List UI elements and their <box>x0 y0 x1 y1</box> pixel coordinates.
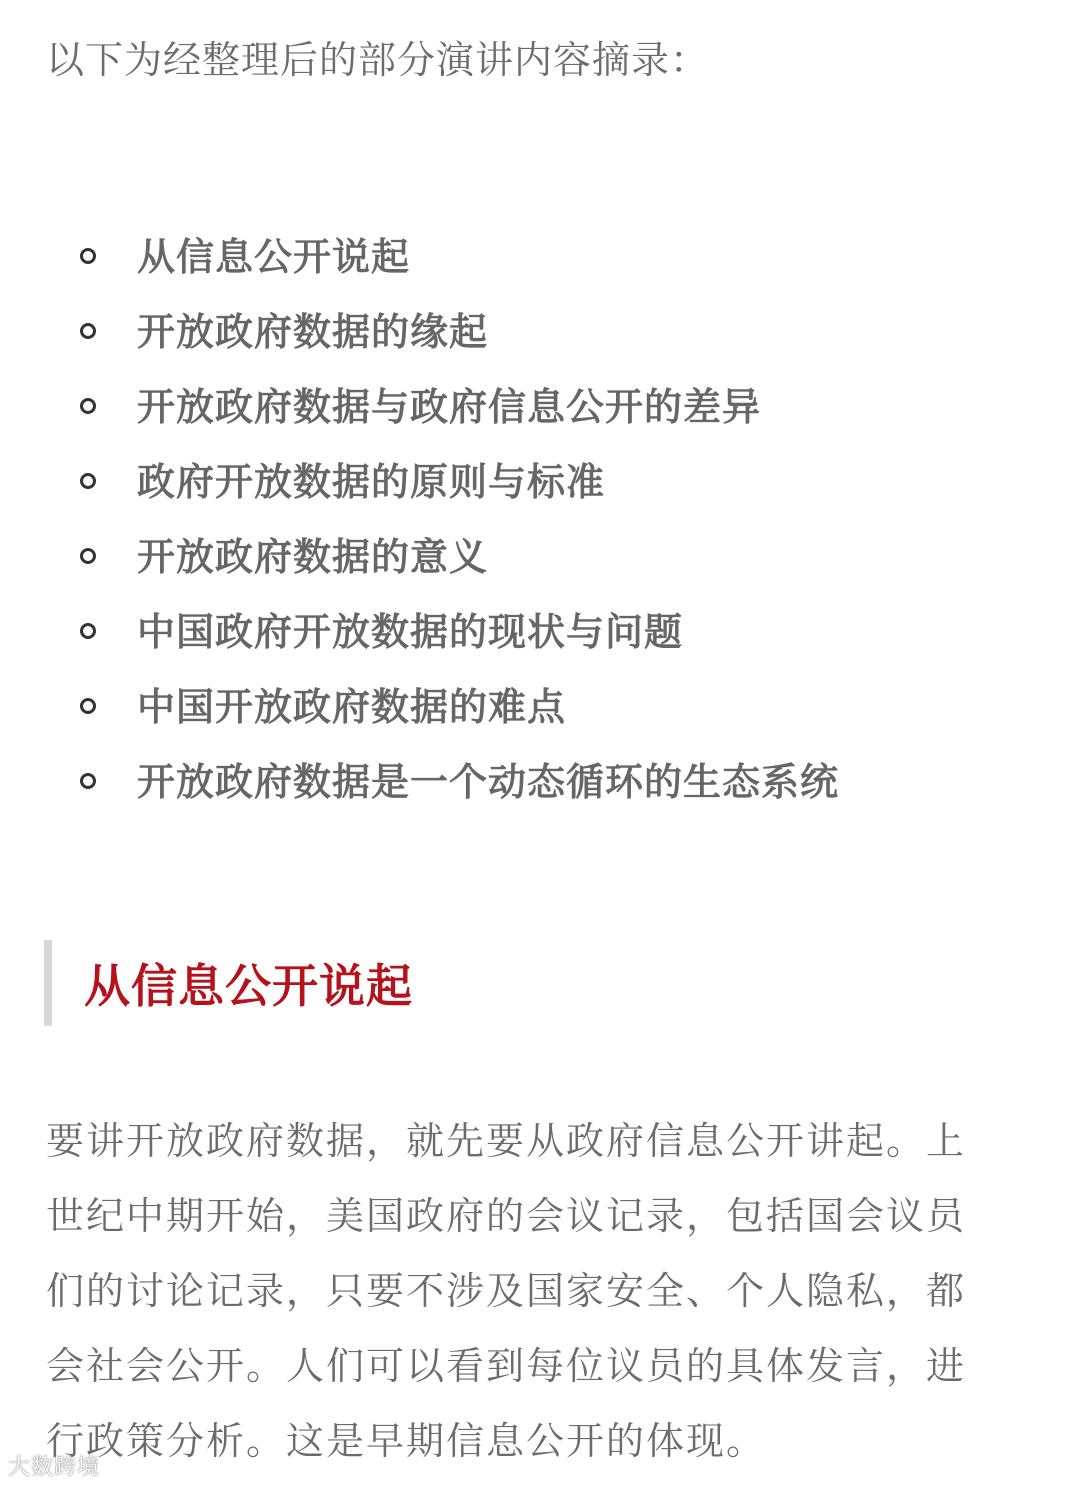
toc-item-label: 中国政府开放数据的现状与问题 <box>137 610 684 654</box>
paragraph-line: 要讲开放政府数据，就先要从政府信息公开讲起。上 <box>46 1119 967 1163</box>
paragraph-line: 世纪中期开始，美国政府的会议记录，包括国会议员 <box>46 1194 967 1238</box>
section-heading-text: 从信息公开说起 <box>84 959 413 1013</box>
hollow-circle-bullet-icon <box>80 773 96 789</box>
hollow-circle-bullet-icon <box>80 398 96 414</box>
watermark-text: 大数跨境 <box>8 1455 101 1480</box>
toc-item-label: 从信息公开说起 <box>137 235 411 279</box>
hollow-circle-bullet-icon <box>80 323 96 339</box>
hollow-circle-bullet-icon <box>80 623 96 639</box>
watermark <box>8 1454 100 1482</box>
paragraph-line: 们的讨论记录，只要不涉及国家安全、个人隐私，都 <box>46 1269 967 1313</box>
paragraph-line: 会社会公开。人们可以看到每位议员的具体发言，进 <box>46 1344 967 1388</box>
intro-text: 以下为经整理后的部分演讲内容摘录： <box>46 38 710 82</box>
hollow-circle-bullet-icon <box>80 473 96 489</box>
toc-item-label: 中国开放政府数据的难点 <box>137 685 567 729</box>
section-heading <box>44 940 413 1026</box>
hollow-circle-bullet-icon <box>80 248 96 264</box>
toc-item-label: 开放政府数据与政府信息公开的差异 <box>137 385 762 429</box>
paragraph-line: 行政策分析。这是早期信息公开的体现。 <box>46 1419 767 1463</box>
toc-item-label: 开放政府数据是一个动态循环的生态系统 <box>137 760 840 804</box>
body-paragraph <box>46 1104 1026 1479</box>
toc-item-label: 政府开放数据的原则与标准 <box>137 460 606 504</box>
toc-item-label: 开放政府数据的意义 <box>137 535 489 579</box>
hollow-circle-bullet-icon <box>80 548 96 564</box>
hollow-circle-bullet-icon <box>80 698 96 714</box>
toc-item-label: 开放政府数据的缘起 <box>137 310 489 354</box>
